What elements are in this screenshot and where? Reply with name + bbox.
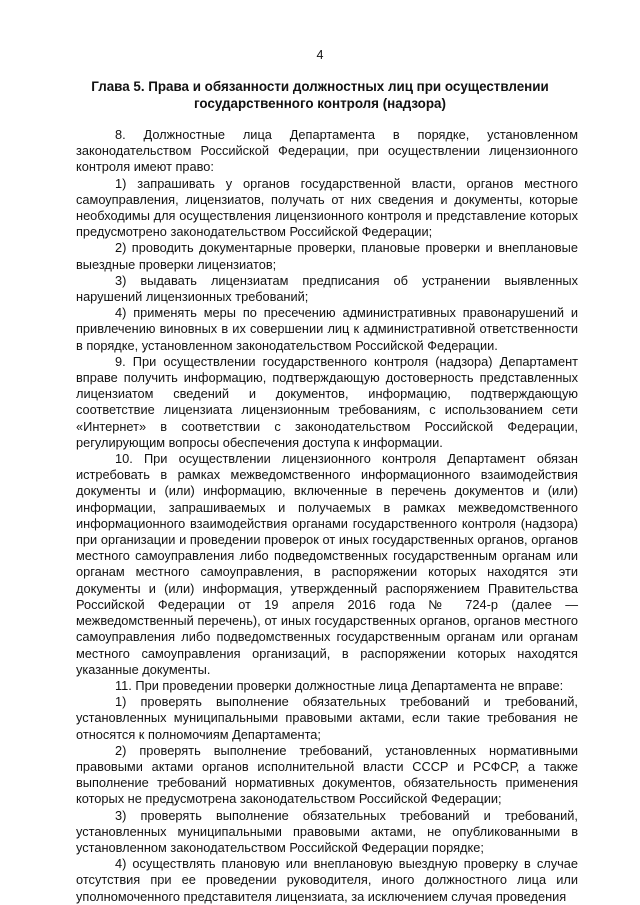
paragraph-8-item-3: 3) выдавать лицензиатам предписания об устранении выявленных нарушений лицензионных требований; (76, 272, 578, 305)
document-body (76, 127, 578, 905)
paragraph-10: 10. При осуществлении лицензионного контроля Департамент обязан истребовать в рамках межведомственного информационного взаимодействия документы и (или) информацию, включенные в перечень документов и (или) информации, запрашиваемых и получаемых в рамках межведомственного информационного взаимодействия органами государственного контроля (надзора) при организации и проведении проверок от иных государственных органов, органов местного самоуправления либо подведомственных государственным органам или органам местного самоуправления, в распоряжении которых находятся эти документы и (или) информация, утвержденный распоряжением Правительства Российской Федерации от 19 апреля 2016 года № 724-р (далее — межведомственный перечень), от иных государственных органов, органов местного самоуправления либо подведомственных государственным органам или органам местного самоуправления организаций, в распоряжении которых находятся указанные документы. (76, 451, 578, 677)
paragraph-11-item-1: 1) проверять выполнение обязательных требований и требований, установленных муниципальными правовыми актами, если такие требования не относятся к полномочиям Департамента; (76, 694, 578, 742)
page-number: 4 (316, 48, 324, 62)
paragraph-8-intro: 8. Должностные лица Департамента в порядке, установленном законодательством Российской Федерации, при осуществлении лицензионного контроля имеют право: (76, 127, 578, 175)
paragraph-8-item-1: 1) запрашивать у органов государственной власти, органов местного самоуправления, лицензиатов, получать от них сведения и документы, которые необходимы для осуществления лицензионного контроля и представление которых предусмотрено законодательством Российской Федерации; (76, 175, 578, 240)
paragraph-11-intro: 11. При проведении проверки должностные лица Департамента не вправе: (115, 677, 564, 693)
paragraph-11-item-4: 4) осуществлять плановую или внеплановую выездную проверку в случае отсутствия при ее проведении руководителя, иного должностного лица или уполномоченного представителя лицензиата, за исключением случая проведения (76, 856, 578, 904)
paragraph-8-item-4: 4) применять меры по пресечению административных правонарушений и привлечению виновных в их совершении лиц к административной ответственности в порядке, установленном законодательством Российской Федерации. (76, 305, 578, 353)
paragraph-8-item-2: 2) проводить документарные проверки, плановые проверки и внеплановые выездные проверки лицензиатов; (76, 240, 578, 272)
chapter-title: Глава 5. Права и обязанности должностных лиц при осуществлении государственного контроля (надзора) (91, 79, 549, 111)
paragraph-11-item-3: 3) проверять выполнение обязательных требований и требований, установленных муниципальными правовыми актами, не опубликованными в установленном законодательством Российской Федерации порядке; (76, 807, 578, 855)
paragraph-9: 9. При осуществлении государственного контроля (надзора) Департамент вправе получить информацию, подтверждающую достоверность представленных лицензиатом сведений и документов, информацию, подтверждающую соответствие лицензиата лицензионным требованиям, с использованием сети «Интернет» в соответствии с законодательством Российской Федерации, регулирующим вопросы обеспечения доступа к информации. (76, 353, 578, 450)
paragraph-11-item-2: 2) проверять выполнение требований, установленных нормативными правовыми актами органов исполнительной власти СССР и РСФСР, а также выполнение требований нормативных документов, обязательность применения которых не предусмотрена законодательством Российской Федерации; (76, 742, 578, 807)
